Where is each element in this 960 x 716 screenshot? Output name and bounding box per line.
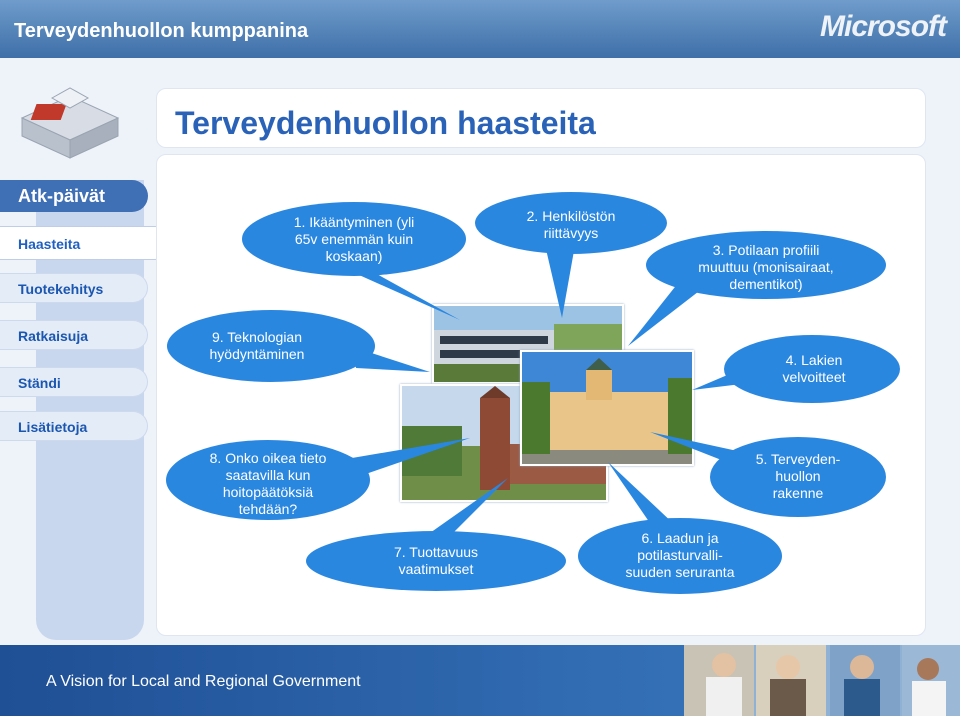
bubble-3: 3. Potilaan profiili muuttuu (monisairaat, dementikot) (698, 242, 834, 292)
nav-item-ratkaisuja[interactable]: Ratkaisuja (0, 320, 148, 350)
nav-section-header: Atk-päivät (0, 180, 148, 212)
footer-tagline: A Vision for Local and Regional Government (46, 673, 361, 690)
bubble-7: 7. Tuottavuus vaatimukset (393, 544, 479, 577)
connector-7 (420, 478, 508, 540)
bubble-2: 2. Henkilöstön riittävyys (526, 208, 616, 241)
banner-title: Terveydenhuollon kumppanina (14, 20, 309, 42)
nav-item-lisatietoja[interactable]: Lisätietoja (0, 411, 148, 441)
nav-item-standi[interactable]: Ständi (0, 367, 148, 397)
bubble-6: 6. Laadun ja potilasturvalli- suuden seruranta (625, 530, 735, 580)
bubble-9: 9. Teknologian hyödyntäminen (209, 329, 305, 362)
bubble-8: 8. Onko oikea tieto saatavilla kun hoitopäätöksiä tehdään? (209, 450, 327, 517)
microsoft-logo: Microsoft (820, 10, 946, 43)
page-title: Terveydenhuollon haasteita (175, 105, 596, 141)
nav-item-tuotekehitys[interactable]: Tuotekehitys (0, 273, 148, 303)
bubble-5: 5. Terveyden- huollon rakenne (755, 451, 841, 501)
connector-2 (545, 245, 575, 318)
connector-6 (608, 462, 676, 526)
footer-people-photo (684, 645, 960, 716)
bubble-4: 4. Lakien velvoitteet (782, 352, 846, 385)
nav-item-haasteita[interactable]: Haasteita (0, 226, 172, 260)
bubble-1: 1. Ikääntyminen (yli 65v enemmän kuin koskaan) (293, 214, 415, 264)
